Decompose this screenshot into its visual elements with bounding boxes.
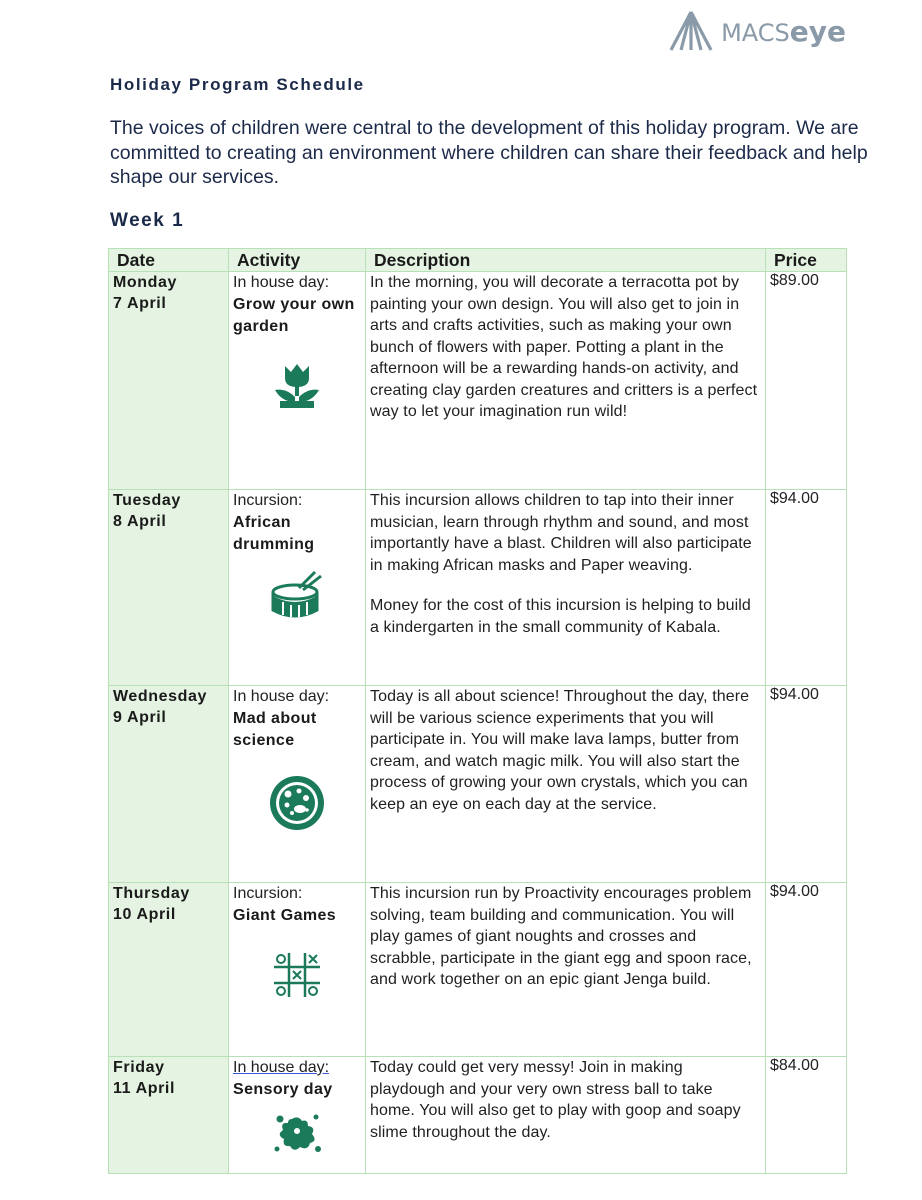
- logo-text: MACSeye: [721, 14, 846, 48]
- header-description: Description: [366, 249, 766, 272]
- row-date: 7 April: [113, 295, 167, 312]
- description-paragraph: Today could get very messy! Join in making playdough and your very own stress ball to take home. You will also get to play with goop and soapy slime throughout the day.: [370, 1059, 741, 1141]
- tic-tac-toe-icon: [272, 951, 322, 999]
- activity-type: In house day:: [233, 274, 330, 291]
- row-description-cell: [366, 490, 766, 686]
- schedule-table: [108, 248, 847, 1174]
- row-description-cell: [366, 686, 766, 883]
- row-date: 11 April: [113, 1080, 176, 1097]
- description-paragraph: In the morning, you will decorate a terracotta pot by painting your own design. You will also get to join in arts and crafts activities, such as making your own bunch of flowers with paper. Potting a plant in the afternoon will be a rewarding hands-on activity, and creating clay garden creatures and critters is a perfect way to let your imagination run wild!: [370, 274, 758, 420]
- header-date: Date: [109, 249, 229, 272]
- week-heading: Week 1: [110, 210, 185, 231]
- row-date: 10 April: [113, 906, 176, 923]
- activity-name: Sensory day: [233, 1081, 333, 1098]
- row-date: 9 April: [113, 709, 167, 726]
- table-row: [109, 883, 847, 1057]
- table-header-row: [109, 249, 847, 272]
- row-description-cell: [366, 272, 766, 490]
- row-date: 8 April: [113, 513, 167, 530]
- row-date-cell: [109, 272, 229, 490]
- header-activity: Activity: [229, 249, 366, 272]
- drum-icon: [269, 570, 325, 622]
- table-row: [109, 1057, 847, 1174]
- description-paragraph: Money for the cost of this incursion is helping to build a kindergarten in the small community of Kabala.: [370, 597, 751, 636]
- table-row: [109, 490, 847, 686]
- flower-pot-icon: [272, 360, 322, 410]
- table-row: [109, 272, 847, 490]
- row-date-cell: [109, 883, 229, 1057]
- activity-type: Incursion:: [233, 885, 303, 902]
- description-paragraph: This incursion allows children to tap into their inner musician, learn through rhythm and sound, and most importantly have a blast. Children will also participate in making African masks and Paper weaving.: [370, 492, 752, 574]
- row-date-cell: [109, 686, 229, 883]
- description-paragraph: Today is all about science! Throughout the day, there will be various science experiments that you will participate in. You will make lava lamps, butter from cream, and watch magic milk. You will also start the process of growing your own crystals, which you can keep an eye on each day at the service.: [370, 688, 750, 813]
- row-day: Monday: [113, 274, 178, 291]
- row-price: $94.00: [766, 883, 847, 1057]
- slime-splat-icon: [272, 1111, 322, 1155]
- activity-type: In house day:: [233, 1059, 330, 1076]
- row-description-cell: [366, 1057, 766, 1174]
- activity-type: Incursion:: [233, 492, 303, 509]
- intro-paragraph: The voices of children were central to the development of this holiday program. We are committed to creating an environment where children can share their feedback and help shape our services.: [110, 117, 868, 188]
- row-day: Friday: [113, 1059, 165, 1076]
- row-activity-cell: [229, 490, 366, 686]
- header-price: Price: [766, 249, 847, 272]
- row-date-cell: [109, 490, 229, 686]
- row-date-cell: [109, 1057, 229, 1174]
- row-activity-cell: [229, 686, 366, 883]
- activity-name: Mad about science: [233, 710, 317, 749]
- row-price: $94.00: [766, 490, 847, 686]
- activity-name: African drumming: [233, 514, 315, 553]
- row-day: Thursday: [113, 885, 190, 902]
- brand-logo: [667, 10, 846, 52]
- activity-name: Giant Games: [233, 907, 337, 924]
- table-row: [109, 686, 847, 883]
- row-day: Wednesday: [113, 688, 208, 705]
- activity-name: Grow your own garden: [233, 296, 355, 335]
- row-activity-cell: [229, 272, 366, 490]
- row-description-cell: [366, 883, 766, 1057]
- row-activity-cell: [229, 883, 366, 1057]
- document-title: Holiday Program Schedule: [110, 75, 365, 94]
- row-activity-cell: [229, 1057, 366, 1174]
- activity-type: In house day:: [233, 688, 330, 705]
- row-price: $84.00: [766, 1057, 847, 1174]
- row-price: $89.00: [766, 272, 847, 490]
- row-price: $94.00: [766, 686, 847, 883]
- macs-mountain-icon: [667, 10, 715, 52]
- row-day: Tuesday: [113, 492, 181, 509]
- description-paragraph: This incursion run by Proactivity encourages problem solving, team building and communication. You will play games of giant noughts and crosses and scrabble, participate in the giant egg and spoon race, and work together on an epic giant Jenga build.: [370, 885, 752, 988]
- petri-dish-icon: [268, 774, 326, 832]
